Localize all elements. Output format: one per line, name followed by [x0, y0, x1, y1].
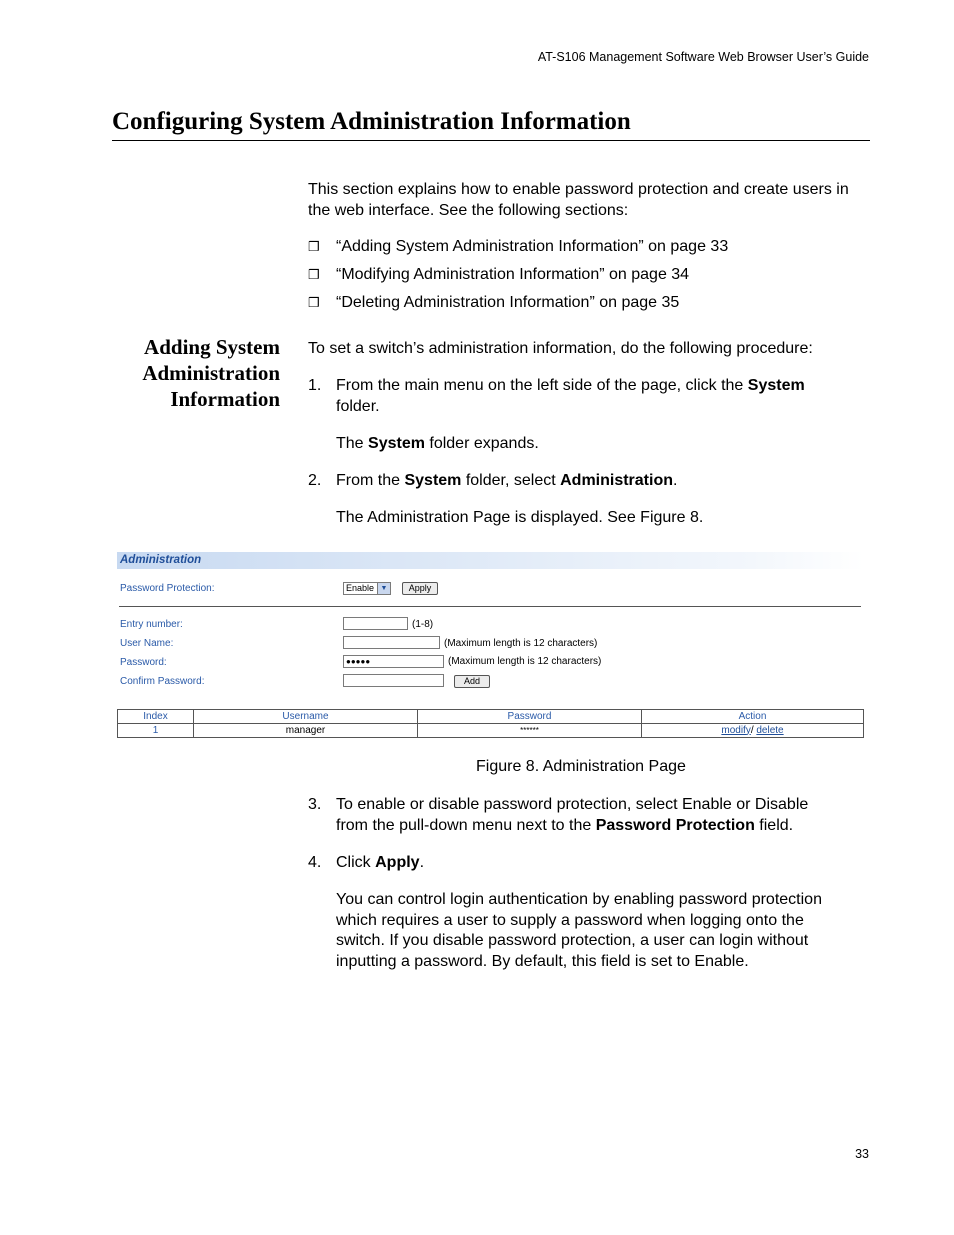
step-text [336, 471, 677, 492]
step-text-part: . [673, 472, 678, 489]
entry-number-input[interactable] [343, 617, 408, 630]
heading-line: Administration [142, 361, 280, 385]
password-protection-select[interactable] [343, 582, 391, 595]
apply-button[interactable]: Apply [402, 582, 438, 595]
result-line: which requires a user to supply a password when logging onto the [336, 911, 804, 929]
result-line: inputting a password. By default, this field is set to Enable. [336, 952, 749, 970]
result-part: folder expands. [424, 435, 539, 452]
entry-number-label: Entry number: [120, 619, 183, 630]
figure-bar-title: Administration [120, 554, 202, 566]
step-text-bold: Password Protection [595, 816, 755, 834]
step-4-result [336, 890, 873, 972]
password-input[interactable]: ●●●●● [343, 655, 444, 668]
step-4 [308, 853, 424, 874]
step-text-bold: System [747, 377, 805, 394]
list-item [308, 293, 728, 321]
figure-caption: Figure 8. Administration Page [476, 758, 686, 775]
step-text-part: To enable or disable password protection, select Enable or Disable [336, 796, 809, 813]
user-name-input[interactable] [343, 636, 440, 649]
step-text [336, 853, 424, 874]
step-number: 1. [308, 377, 322, 394]
heading-line: Adding System [144, 335, 280, 359]
step-text-part: From the main menu on the left side of the page, click the [336, 377, 748, 394]
step-3 [308, 795, 808, 836]
step-text-part: folder. [336, 397, 380, 415]
figure-divider [119, 606, 861, 607]
step-text-bold: Apply [375, 854, 420, 871]
bullet-text: “Deleting Administration Information” on page 35 [336, 294, 680, 311]
heading-line: Information [170, 387, 280, 411]
step-number: 4. [308, 854, 322, 871]
bullet-text: “Modifying Administration Information” on page 34 [336, 266, 690, 283]
figure-title-bar [117, 552, 864, 569]
delete-link[interactable]: delete [756, 724, 784, 736]
bullet-list [308, 237, 728, 321]
password-label: Password: [120, 657, 167, 668]
step-text-part: . [419, 854, 425, 871]
running-header: AT-S106 Management Software Web Browser User’s Guide [537, 50, 869, 64]
checkbox-bullet-icon: ❒ [308, 295, 320, 310]
section-title: Configuring System Administration Information [112, 106, 870, 141]
step-text-bold: System [404, 472, 462, 489]
checkbox-bullet-icon: ❒ [308, 267, 320, 282]
cell-username: manager [194, 724, 418, 738]
entry-number-hint: (1-8) [412, 619, 434, 630]
step-text-part: from the pull-down menu next to the [336, 816, 596, 834]
step-text-part: Click [336, 854, 376, 871]
cell-action [642, 724, 864, 738]
column-header-password: Password [418, 710, 642, 724]
column-header-index: Index [118, 710, 194, 724]
confirm-password-label: Confirm Password: [120, 676, 205, 687]
action-separator: / [750, 724, 754, 736]
step-number: 3. [308, 796, 322, 813]
step-text-bold: Administration [560, 472, 673, 489]
list-item [308, 265, 728, 293]
user-name-hint: (Maximum length is 12 characters) [444, 638, 598, 649]
procedure-lead: To set a switch’s administration information, do the following procedure: [308, 340, 813, 357]
section-intro: This section explains how to enable password protection and create users in the web interface. See the following sections: [308, 181, 849, 219]
list-item [308, 237, 728, 265]
cell-password: ****** [418, 724, 642, 738]
administration-page-figure [117, 552, 864, 742]
column-header-username: Username [194, 710, 418, 724]
select-value: Enable [346, 583, 375, 593]
step-1 [308, 376, 873, 417]
password-protection-label: Password Protection: [120, 583, 215, 594]
step-text [336, 795, 808, 836]
checkbox-bullet-icon: ❒ [308, 239, 320, 254]
cell-index: 1 [118, 724, 194, 738]
step-number: 2. [308, 472, 322, 489]
step-text [336, 376, 805, 417]
column-header-action: Action [642, 710, 864, 724]
chevron-down-icon[interactable]: ▼ [377, 583, 390, 594]
subsection-heading [112, 334, 280, 412]
result-bold: System [368, 435, 425, 452]
step-text-part: folder, select [461, 472, 561, 489]
table-header-row [118, 710, 864, 724]
bullet-text: “Adding System Administration Information” on page 33 [336, 238, 729, 255]
result-line: switch. If you disable password protection, a user can login without [336, 932, 809, 949]
result-part: The [336, 435, 369, 452]
user-name-label: User Name: [120, 638, 174, 649]
modify-link[interactable]: modify [721, 724, 751, 736]
step-2-result: The Administration Page is displayed. See Figure 8. [336, 509, 704, 526]
step-text-part: From the [336, 472, 405, 489]
users-table [117, 709, 864, 738]
step-2 [308, 471, 677, 492]
confirm-password-input[interactable] [343, 674, 444, 687]
password-hint: (Maximum length is 12 characters) [448, 656, 602, 667]
table-row [118, 724, 864, 738]
result-line: You can control login authentication by enabling password protection [336, 891, 822, 908]
add-button[interactable]: Add [454, 675, 490, 688]
page-number: 33 [855, 1147, 869, 1161]
step-text-part: field. [754, 816, 794, 834]
step-1-result [336, 434, 539, 455]
